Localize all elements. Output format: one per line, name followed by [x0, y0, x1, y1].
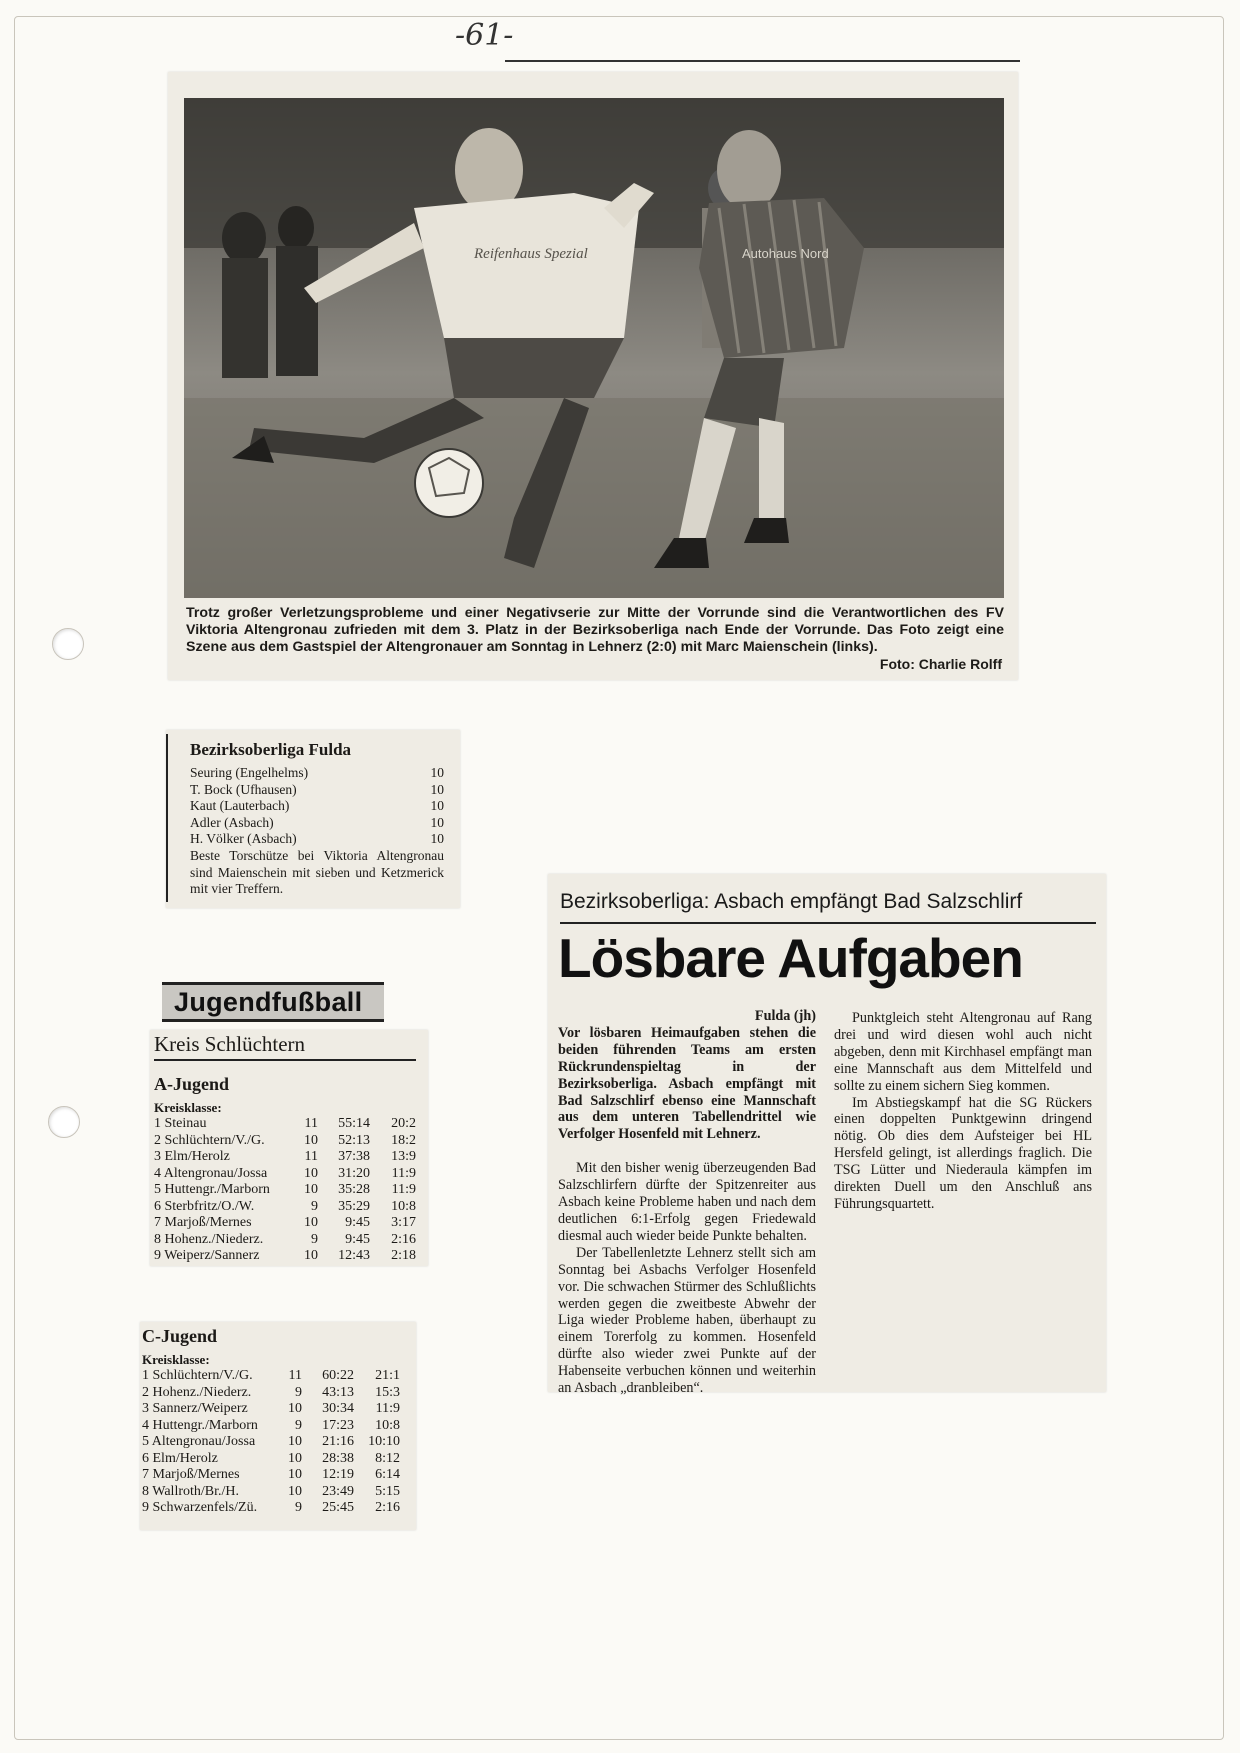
a-jugend-class-label: Kreisklasse:	[154, 1100, 222, 1115]
article-paragraph: Mit den bisher wenig überzeugenden Bad Salzschlirfern dürfte der Spitzenreiter aus Asbach keine Probleme haben und nach dem deutlichen 6:1-Erfolg gegen Friedewald diesmal auch wieder beide Punkte behalten.	[558, 1160, 816, 1244]
team-cell: 1 Steinau	[154, 1116, 207, 1131]
article-paragraph: Der Tabellenletzte Lehnerz stellt sich am Sonntag bei Asbachs Verfolger Hosenfeld vor. Die schwachen Stürmer des Schlußlichts werden gegen die zweitbeste Abwehr der Liga wieder Probleme haben, überhaupt zu einem Torerfolg zu kommen. Hosenfeld dürfte also wieder zwei Punkte auf der Habenseite verbuchen können und weiterhin an Asbach „dranbleiben“.	[558, 1244, 816, 1397]
goals-cell: 21:16	[322, 1434, 354, 1449]
team-cell: 2 Hohenz./Niederz.	[142, 1384, 252, 1400]
team-cell: 3 Elm/Herolz	[154, 1149, 230, 1164]
goals-cell: 35:29	[338, 1198, 370, 1214]
scorers-title: Bezirksoberliga Fulda	[190, 740, 352, 759]
c-jugend-standings-table	[142, 1368, 400, 1517]
scorer-row: H. Völker (Asbach) 10	[190, 831, 444, 846]
standings-row	[154, 1232, 416, 1249]
article-paragraph: Punktgleich steht Altengronau auf Rang drei und wird diesen wohl auch nicht abgeben, denn mit Kirchhasel empfängt man eine Mannschaft aus dem Mittelfeld und sollte zu einem sichern Sieg kommen.	[834, 1010, 1092, 1094]
standings-row	[154, 1199, 416, 1216]
scorer-row: Seuring (Engelhelms) 10	[190, 765, 444, 780]
football-photo	[184, 98, 1004, 598]
team-cell: 9 Schwarzenfels/Zü.	[142, 1500, 258, 1515]
points-cell: 15:3	[375, 1384, 400, 1400]
standings-row	[142, 1434, 400, 1451]
punch-hole-bottom	[48, 1106, 80, 1138]
points-cell: 10:8	[391, 1198, 416, 1214]
games-cell: 10	[304, 1248, 318, 1263]
points-cell: 11:9	[391, 1182, 416, 1197]
team-cell: 6 Elm/Herolz	[142, 1450, 218, 1466]
points-cell: 2:18	[391, 1248, 416, 1263]
goals-cell: 55:14	[338, 1116, 370, 1131]
points-cell: 2:16	[375, 1500, 400, 1515]
article-rule	[560, 922, 1096, 924]
team-cell: 4 Huttengr./Marborn	[142, 1417, 258, 1433]
games-cell: 9	[295, 1500, 302, 1515]
article-clipping	[548, 874, 1106, 1397]
standings-row	[142, 1451, 400, 1468]
jersey-sponsor-right: Autohaus Nord	[742, 246, 829, 261]
article-kicker: Bezirksoberliga: Asbach empfängt Bad Salzschlirf	[560, 890, 1023, 913]
c-jugend-clipping	[140, 1322, 416, 1530]
games-cell: 11	[304, 1149, 318, 1164]
goals-cell: 28:38	[322, 1450, 354, 1466]
team-cell: 6 Sterbfritz/O./W.	[154, 1198, 255, 1214]
games-cell: 10	[304, 1132, 318, 1148]
photo-credit: Foto: Charlie Rolff	[879, 656, 1002, 672]
scorer-row: Kaut (Lauterbach) 10	[190, 798, 444, 813]
games-cell: 9	[295, 1384, 302, 1400]
games-cell: 10	[288, 1434, 302, 1449]
scorers-clipping	[166, 730, 460, 908]
team-cell: 2 Schlüchtern/V./G.	[154, 1132, 265, 1148]
points-cell: 13:9	[391, 1149, 416, 1164]
standings-row	[154, 1149, 416, 1166]
games-cell: 9	[311, 1198, 318, 1214]
photo-clipping	[168, 72, 1018, 680]
scorer-row: T. Bock (Ufhausen) 10	[190, 781, 444, 797]
team-cell: 9 Weiperz/Sannerz	[154, 1248, 260, 1263]
games-cell: 11	[288, 1368, 302, 1383]
top-rule	[505, 60, 1020, 62]
points-cell: 20:2	[391, 1116, 416, 1131]
c-jugend-rows	[142, 1368, 400, 1517]
games-cell: 10	[288, 1401, 302, 1416]
a-jugend-rows	[154, 1116, 416, 1265]
games-cell: 10	[288, 1450, 302, 1466]
games-cell: 10	[288, 1483, 302, 1499]
standings-row	[142, 1500, 400, 1517]
team-cell: 8 Hohenz./Niederz.	[154, 1231, 264, 1247]
points-cell: 18:2	[391, 1132, 416, 1148]
team-cell: 4 Altengronau/Jossa	[154, 1165, 268, 1181]
games-cell: 10	[304, 1215, 318, 1230]
standings-row	[142, 1467, 400, 1484]
article-column-right	[834, 1010, 1092, 1213]
a-jugend-standings-table	[154, 1116, 416, 1265]
standings-row	[142, 1418, 400, 1435]
goals-cell: 30:34	[322, 1401, 354, 1416]
a-jugend-clipping	[150, 1030, 428, 1266]
goals-cell: 9:45	[345, 1215, 370, 1230]
scorers-side-bar	[166, 734, 168, 902]
goals-cell: 60:22	[322, 1368, 354, 1383]
team-cell: 3 Sannerz/Weiperz	[142, 1401, 248, 1416]
games-cell: 10	[304, 1182, 318, 1197]
standings-row	[142, 1385, 400, 1402]
team-cell: 7 Marjoß/Mernes	[154, 1215, 252, 1230]
goals-cell: 52:13	[338, 1132, 370, 1148]
standings-row	[154, 1116, 416, 1133]
team-cell: 8 Wallroth/Br./H.	[142, 1483, 240, 1499]
football-scene	[184, 98, 1004, 598]
games-cell: 10	[288, 1467, 302, 1482]
team-cell: 1 Schlüchtern/V./G.	[142, 1368, 253, 1383]
games-cell: 11	[304, 1116, 318, 1131]
article-dateline: Fulda (jh)	[754, 1008, 816, 1024]
team-cell: 5 Altengronau/Jossa	[142, 1434, 256, 1449]
goals-cell: 23:49	[322, 1483, 354, 1499]
points-cell: 6:14	[375, 1467, 400, 1482]
scorers-note: Beste Torschütze bei Viktoria Altengronau sind Maienschein mit sieben und Ketzmerick mit vier Treffern.	[190, 848, 444, 896]
team-cell: 7 Marjoß/Mernes	[142, 1467, 240, 1482]
standings-row	[142, 1484, 400, 1501]
standings-row	[154, 1133, 416, 1150]
points-cell: 5:15	[375, 1483, 400, 1499]
standings-row	[154, 1182, 416, 1199]
goals-cell: 9:45	[345, 1231, 370, 1247]
points-cell: 11:9	[375, 1401, 400, 1416]
section-label-jugendfussball: Jugendfußball	[162, 982, 384, 1022]
a-jugend-title: A-Jugend	[154, 1074, 230, 1094]
goals-cell: 12:19	[322, 1467, 354, 1482]
article-column-left	[558, 1008, 816, 1397]
games-cell: 10	[304, 1165, 318, 1181]
points-cell: 11:9	[391, 1165, 416, 1181]
goals-cell: 37:38	[338, 1149, 370, 1164]
standings-row	[154, 1248, 416, 1265]
goals-cell: 35:28	[338, 1182, 370, 1197]
jersey-sponsor-left: Reifenhaus Spezial	[474, 246, 588, 262]
standings-row	[142, 1368, 400, 1385]
goals-cell: 31:20	[338, 1165, 370, 1181]
scorer-list	[190, 765, 444, 848]
scorer-row: Adler (Asbach) 10	[190, 814, 444, 830]
points-cell: 8:12	[375, 1450, 400, 1466]
goals-cell: 17:23	[322, 1417, 354, 1433]
handwritten-page-number: -61-	[455, 18, 514, 53]
c-jugend-title: C-Jugend	[142, 1326, 218, 1346]
team-cell: 5 Huttengr./Marborn	[154, 1182, 270, 1197]
points-cell: 10:10	[368, 1434, 400, 1449]
points-cell: 21:1	[375, 1368, 400, 1383]
article-headline: Lösbare Aufgaben	[558, 927, 1023, 989]
points-cell: 2:16	[391, 1231, 416, 1247]
standings-row	[142, 1401, 400, 1418]
games-cell: 9	[311, 1231, 318, 1247]
kreis-title: Kreis Schlüchtern	[154, 1032, 416, 1061]
photo-caption: Trotz großer Verletzungsprobleme und einer Negativserie zur Mitte der Vorrunde sind die Verantwortlichen des FV Viktoria Altengronau zufrieden mit dem 3. Platz in der Bezirksoberliga nach Ende der Vorrunde. Das Foto zeigt eine Szene aus dem Gastspiel der Altengronauer am Sonntag in Lehnerz (2:0) mit Marc Maienschein (links).	[186, 605, 1004, 655]
article-paragraph: Im Abstiegskampf hat die SG Rückers einen doppelten Punktgewinn dringend nötig. Ob dies dem Aufsteiger bei HL Hersfeld gelingt, ist allerdings fraglich. Die TSG Lütter und Niederaula kämpfen im direkten Duell um den Anschluß ans Führungsquartett.	[834, 1094, 1092, 1212]
games-cell: 9	[295, 1417, 302, 1433]
goals-cell: 12:43	[338, 1248, 370, 1263]
c-jugend-class-label: Kreisklasse:	[142, 1352, 210, 1367]
goals-cell: 43:13	[322, 1384, 354, 1400]
standings-row	[154, 1166, 416, 1183]
goals-cell: 25:45	[322, 1500, 354, 1515]
article-lead: Vor lösbaren Heimaufgaben stehen die beiden führenden Teams am ersten Rückrundenspieltag in der Bezirksoberliga. Asbach empfängt mit Bad Salzschlirf ebenso eine Mannschaft aus dem unteren Tabellendrittel wie Verfolger Hosenfeld mit Lehnerz.	[558, 1024, 816, 1143]
points-cell: 3:17	[391, 1215, 416, 1230]
standings-row	[154, 1215, 416, 1232]
punch-hole-top	[52, 628, 84, 660]
points-cell: 10:8	[375, 1417, 400, 1433]
